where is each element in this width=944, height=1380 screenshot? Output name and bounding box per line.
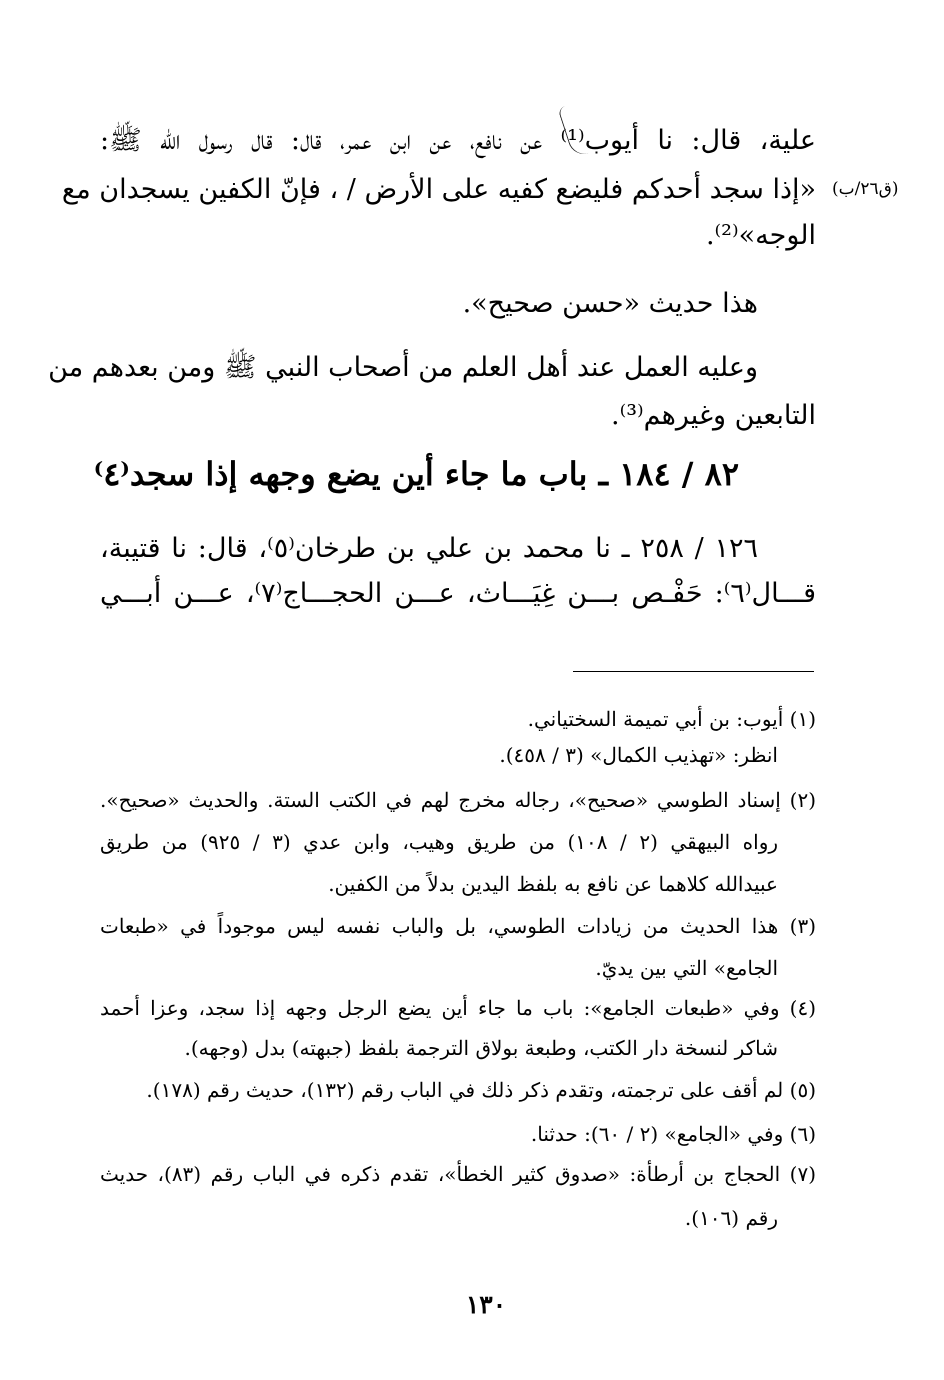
- body-line-1: علية، قال: نا أيوب⁽¹⁾ عن نافع، عن ابن عمر، قال: قال رسول الله ﷺ:: [100, 125, 816, 156]
- hadith-line-1: ١٢٦ / ٢٥٨ ـ نا محمد بن علي بن طرخان⁽٥⁾، قال: نا قتيبة،: [100, 533, 758, 564]
- footnote-5: (٥) لم أقف على ترجمته، وتقدم ذكر ذلك في الباب رقم (١٣٢)، حديث رقم (١٧٨).: [146, 1078, 816, 1102]
- footnote-7-line-1: (٧) الحجاج بن أرطأة: «صدوق كثير الخطأ»، تقدم ذكره في الباب رقم (٨٣)، حديث: [100, 1162, 817, 1186]
- footnote-7-line-2: رقم (١٠٦).: [684, 1206, 778, 1230]
- hadith-line-2: قـــال⁽٦⁾: حَفْـص بـــن غِيَـــاث، عـــن الحجـــاج⁽٧⁾، عـــن أبـــي: [100, 578, 816, 609]
- practice-line-1: وعليه العمل عند أهل العلم من أصحاب النبي ﷺ ومن بعدهم من: [48, 352, 758, 383]
- footnote-2-line-2: رواه البيهقي (٢ / ١٠٨) من طريق وهيب، وابن عدي (٣ / ٩٢٥) من طريق: [100, 830, 779, 854]
- footnote-1-line-2: انظر: «تهذيب الكمال» (٣ / ٤٥٨).: [499, 743, 778, 767]
- footnote-3-line-1: (٣) هذا الحديث من زيادات الطوسي، بل والباب نفسه ليس موجوداً في «طبعات: [100, 914, 816, 938]
- body-line-2: «إذا سجد أحدكم فليضع كفيه على الأرض / ، فإنّ الكفين يسجدان مع: [61, 174, 816, 205]
- footnote-separator: [573, 671, 814, 672]
- footnote-6: (٦) وفي «الجامع» (٢ / ٦٠): حدثنا.: [530, 1122, 816, 1146]
- footnote-2-line-3: عبيدالله كلاهما عن نافع به بلفظ اليدين بدلاً من الكفين.: [328, 872, 778, 896]
- practice-line-2: التابعين وغيرهم⁽³⁾.: [610, 400, 816, 431]
- page-number: ١٣٠: [465, 1290, 507, 1319]
- footnote-4-line-2: شاكر لنسخة دار الكتب، وطبعة بولاق الترجمة بلفظ (جبهته) بدل (وجهه).: [184, 1036, 778, 1060]
- verdict-line: هذا حديث «حسن صحيح».: [462, 288, 758, 319]
- footnote-3-line-2: الجامع» التي بين يديّ.: [595, 956, 778, 980]
- footnote-1-line-1: (١) أيوب: بن أبي تميمة السختياني.: [527, 707, 816, 731]
- chapter-heading: ٨٢ / ١٨٤ ـ باب ما جاء أين يضع وجهه إذا سجد⁽٤⁾: [93, 455, 739, 493]
- body-line-3: الوجه»⁽²⁾.: [705, 220, 816, 251]
- footnote-4-line-1: (٤) وفي «طبعات الجامع»: باب ما جاء أين يضع الرجل وجهه إذا سجد، وعزا أحمد: [100, 996, 816, 1020]
- manuscript-folio-marker: (ق٢٦/ب): [832, 179, 899, 199]
- footnote-2-line-1: (٢) إسناد الطوسي «صحيح»، رجاله مخرج لهم في الكتب الستة. والحديث «صحيح».: [100, 788, 816, 812]
